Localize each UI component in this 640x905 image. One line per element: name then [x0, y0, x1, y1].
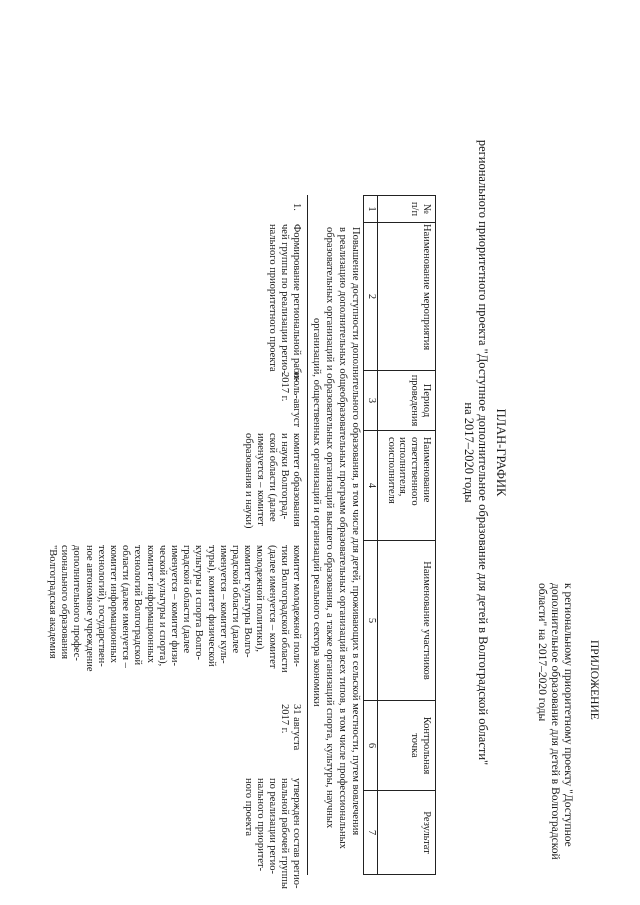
result-line: по реализации регио- — [267, 778, 278, 875]
participant-line: именуется – комитет физи- — [169, 545, 180, 667]
participant-line: именуется – комитет куль- — [217, 545, 229, 664]
participant-line: комитет молодежной поли- — [291, 545, 302, 667]
participant-line: ное автономное учреждение — [83, 545, 95, 672]
result-line: ного проекта — [243, 778, 254, 837]
responsible-line: образования и науки) — [243, 433, 254, 529]
section-line-1: Повышение доступности дополнительного образования, в том числе для детей, проживающих в сельской местности, путем вовлечения — [350, 227, 361, 836]
appendix-line-2: дополнительное образование для детей в Волгоградской — [549, 583, 561, 860]
section-line-2: в реализацию дополнительных общеобразовательных программ образовательных организаций всех типов, в том числе профессиональных — [337, 227, 348, 849]
participant-line: молодежной политики), — [254, 545, 266, 652]
participant-line: туры), комитет физической — [205, 545, 217, 667]
participant-line: дополнительного профес- — [71, 545, 83, 661]
appendix-line-1: к региональному приоритетному проекту "Доступное — [562, 583, 574, 847]
participant-line: комитет информационных — [144, 545, 156, 663]
col-number-6: 6 — [366, 742, 377, 749]
participant-line: градской области (далее — [181, 545, 193, 654]
responsible-line: комитет образования — [291, 433, 302, 527]
participant-line: "Волгоградская академия — [47, 545, 58, 659]
participant-line: технологий Волгоградской — [132, 545, 144, 666]
header-result: Результат — [421, 811, 432, 854]
section-line-3: образовательных организаций и образовательных организаций высшего образования, а также организаций спорта, культуры, научных — [324, 227, 335, 829]
participant-line: комитет информационных — [108, 545, 119, 663]
appendix-line-3: области" на 2017–2020 годы — [536, 583, 548, 722]
header-checkpoint: Контрольная точка — [409, 716, 432, 775]
period-line: 2017 г. — [279, 372, 290, 402]
col-number-3: 3 — [366, 397, 377, 404]
participant-line: области (далее именуется – — [120, 545, 132, 668]
result-line: нального приоритет- — [255, 778, 266, 872]
responsible-line: ской области (далее — [267, 433, 278, 522]
result-line: утвержден состав регио- — [291, 778, 302, 889]
section-line-4: организаций, общественных организаций и организаций реального сектора экономики — [311, 318, 322, 707]
event-line: чей группы по реализации регио- — [279, 224, 290, 374]
checkpoint-line: 2017 г. — [279, 704, 290, 734]
period-line: июль-август — [291, 372, 302, 428]
result-line: нальной рабочей группы — [279, 778, 290, 889]
participant-line: технологий), государствен- — [95, 545, 107, 667]
responsible-line: именуется – комитет — [255, 433, 266, 526]
col-number-4: 4 — [366, 482, 377, 489]
checkpoint-line: 31 августа — [291, 704, 302, 751]
header-event: Наименование мероприятия — [421, 224, 432, 351]
participant-line: комитет культуры Волго- — [242, 545, 254, 658]
header-responsible: Наименование ответственного исполнителя, соисполнителя — [385, 437, 432, 506]
participant-line: градской области (далее — [230, 545, 241, 654]
header-period: Период проведения — [409, 374, 432, 427]
col-number-2: 2 — [366, 293, 377, 300]
event-line: нального приоритетного проекта — [267, 224, 278, 372]
participant-line: культуры и спорта Волго- — [193, 545, 205, 661]
row-number: 1. — [291, 203, 302, 211]
participant-line: тики Волгоградской области — [278, 545, 290, 673]
header-number: № п/п — [409, 201, 432, 217]
plan-subtitle-2: на 2017–2020 годы — [462, 402, 476, 503]
appendix-heading: ПРИЛОЖЕНИЕ — [588, 640, 600, 720]
plan-title: ПЛАН-ГРАФИК — [494, 408, 508, 497]
col-number-7: 7 — [366, 829, 377, 836]
plan-subtitle-1: регионального приоритетного проекта "Доступное дополнительное образование для детей в Волгоградской области" — [476, 139, 490, 766]
participant-line: (далее именуется – комитет — [266, 545, 278, 669]
header-participants: Наименование участников — [421, 561, 432, 680]
participant-line: сионального образования — [59, 545, 71, 660]
participant-line: ческой культуры и спорта), — [156, 545, 168, 667]
col-number-1: 1 — [366, 206, 377, 212]
event-line: Формирование региональной рабо- — [291, 224, 302, 383]
col-number-5: 5 — [366, 617, 377, 624]
responsible-line: и науки Волгоград- — [279, 433, 290, 520]
